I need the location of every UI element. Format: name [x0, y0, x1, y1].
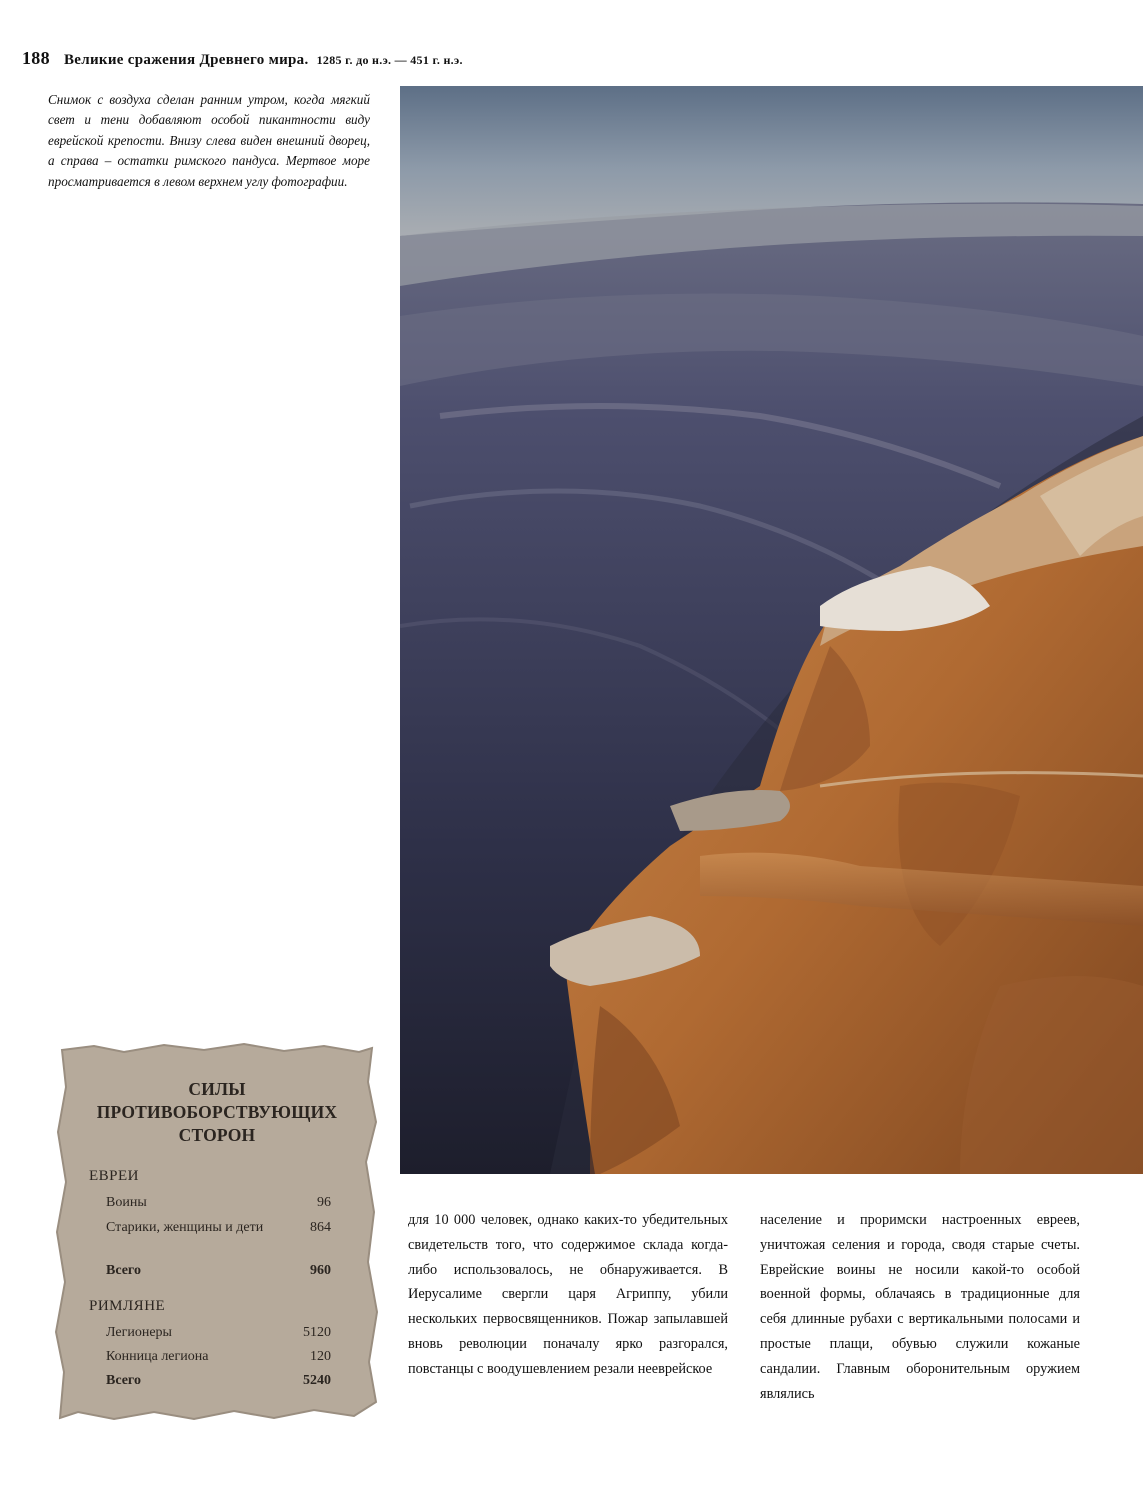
forces-row: Старики, женщины и дети 864	[106, 1220, 331, 1235]
jews-heading: ЕВРЕИ	[89, 1168, 140, 1184]
page-number: 188	[22, 48, 50, 68]
body-column-1: для 10 000 человек, однако каких-то убедительных свидетельств того, что содержимое склада когда-либо использовалось, не обнаруживается. В Иерусалиме свергли царя Агриппу, убили нескольких первосвященников. Пожар запылавшей вновь революции поначалу ярко разгорался, повстанцы с воодушевлением резали нееврейское	[408, 1212, 728, 1377]
forces-row: Воины 96	[106, 1195, 331, 1210]
forces-sidebar	[54, 1042, 380, 1424]
forces-row: Легионеры 5120	[106, 1325, 331, 1340]
running-header	[22, 48, 1122, 69]
body-column-2: население и проримски настроенных евреев, уничтожая селения и города, сводя старые счеты. Еврейские воины не носили какой-то особой военной формы, облачаясь в традиционные для себя длинные рубахи с вертикальными полосами и простые плащи, обувью служили кожаные сандалии. Главным оборонительным оружием являлись	[760, 1212, 1080, 1402]
photo-caption: Снимок с воздуха сделан ранним утром, когда мягкий свет и тени добавляют особой пикантности виду еврейской крепости. Внизу слева виден внешний дворец, а справа – остатки римского пандуса. Мертвое море просматривается в левом верхнем углу фотографии.	[48, 92, 370, 189]
photo-illustration	[400, 86, 1143, 1174]
forces-title: СИЛЫ ПРОТИВОБОРСТВУЮЩИХ СТОРОН	[96, 1079, 338, 1145]
forces-row: Конница легиона 120	[106, 1349, 331, 1364]
forces-row-total: Всего 960	[106, 1263, 331, 1278]
aerial-photo-masada	[400, 86, 1143, 1174]
book-dates: 1285 г. до н.э. — 451 г. н.э.	[316, 53, 463, 67]
romans-heading: РИМЛЯНЕ	[89, 1298, 166, 1314]
book-title: Великие сражения Древнего мира.	[63, 52, 309, 68]
forces-row-total: Всего 5240	[106, 1373, 331, 1388]
